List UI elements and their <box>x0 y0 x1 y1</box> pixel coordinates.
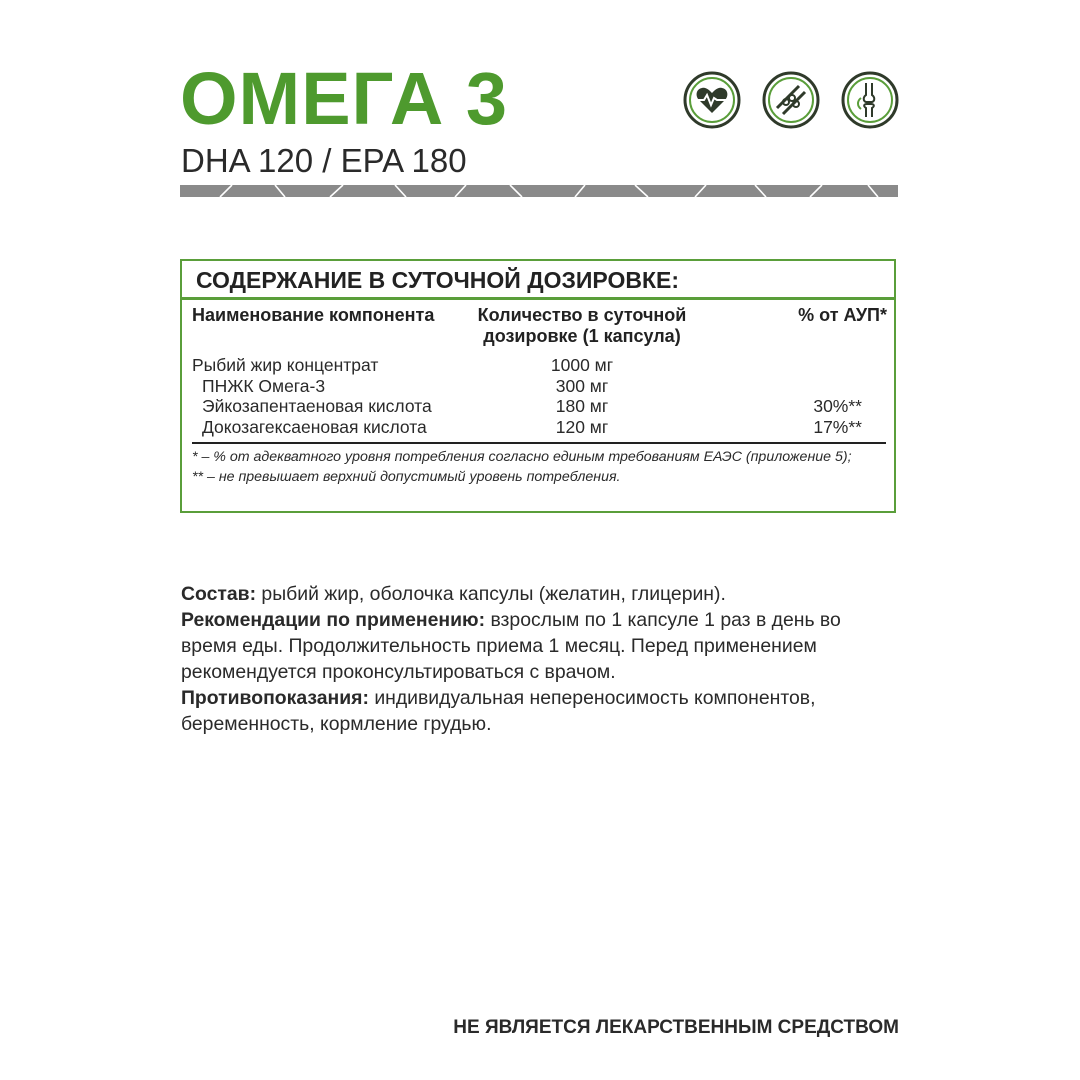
composition-label: Состав: <box>181 583 257 605</box>
daily-dosage-panel <box>180 259 896 513</box>
column-header-percent: % от АУП* <box>798 305 887 325</box>
blood-vessel-icon <box>762 71 820 129</box>
table-row <box>192 396 886 417</box>
table-row <box>192 417 886 438</box>
component-percent: 17%** <box>813 416 862 437</box>
table-row <box>192 355 886 376</box>
product-info <box>181 581 881 737</box>
component-name: Докозагексаеновая кислота <box>202 416 427 437</box>
decorative-stripe <box>180 185 898 197</box>
component-name: Эйкозапентаеновая кислота <box>202 396 432 416</box>
column-header-quantity: Количество в суточной дозировке (1 капсула) <box>477 305 687 346</box>
component-name: Рыбий жир концентрат <box>192 355 379 375</box>
contraindications-label: Противопоказания: <box>181 687 369 709</box>
not-medicine-note: НЕ ЯВЛЯЕТСЯ ЛЕКАРСТВЕННЫМ СРЕДСТВОМ <box>453 1017 899 1038</box>
component-quantity: 180 мг <box>555 396 609 416</box>
contraindications-text: индивидуальная непереносимость компонентов, беременность, кормление грудью. <box>181 687 816 735</box>
usage-label: Рекомендации по применению: <box>181 609 486 631</box>
component-quantity: 1000 мг <box>550 355 614 375</box>
component-quantity: 300 мг <box>555 375 609 396</box>
footnote-2: ** – не превышает верхний допустимый уровень потребления. <box>192 468 621 485</box>
usage-text: взрослым по 1 капсуле 1 раз в день во время еды. Продолжительность приема 1 месяц. Перед применением рекомендуется проконсультироваться с врачом. <box>181 609 841 683</box>
panel-title-rule <box>182 297 894 300</box>
dosage-rows <box>192 355 886 437</box>
column-header-name: Наименование компонента <box>192 305 435 325</box>
product-title: ОМЕГА 3 <box>180 57 509 140</box>
heart-pulse-icon <box>683 71 741 129</box>
component-quantity: 120 мг <box>555 416 609 437</box>
table-row <box>192 376 886 397</box>
component-percent: 30%** <box>813 396 862 416</box>
component-name: ПНЖК Омега-3 <box>202 375 326 396</box>
composition-text: рыбий жир, оболочка капсулы (желатин, глицерин). <box>256 583 726 605</box>
footnotes <box>192 448 882 487</box>
panel-title: СОДЕРЖАНИЕ В СУТОЧНОЙ ДОЗИРОВКЕ: <box>196 267 680 293</box>
joint-icon <box>841 71 899 129</box>
benefit-icons <box>683 71 899 129</box>
footnote-1: * – % от адекватного уровня потребления согласно единым требованиям ЕАЭС (приложение 5); <box>192 449 852 465</box>
product-subtitle: DHA 120 / EPA 180 <box>181 142 467 179</box>
table-bottom-rule <box>192 442 886 444</box>
